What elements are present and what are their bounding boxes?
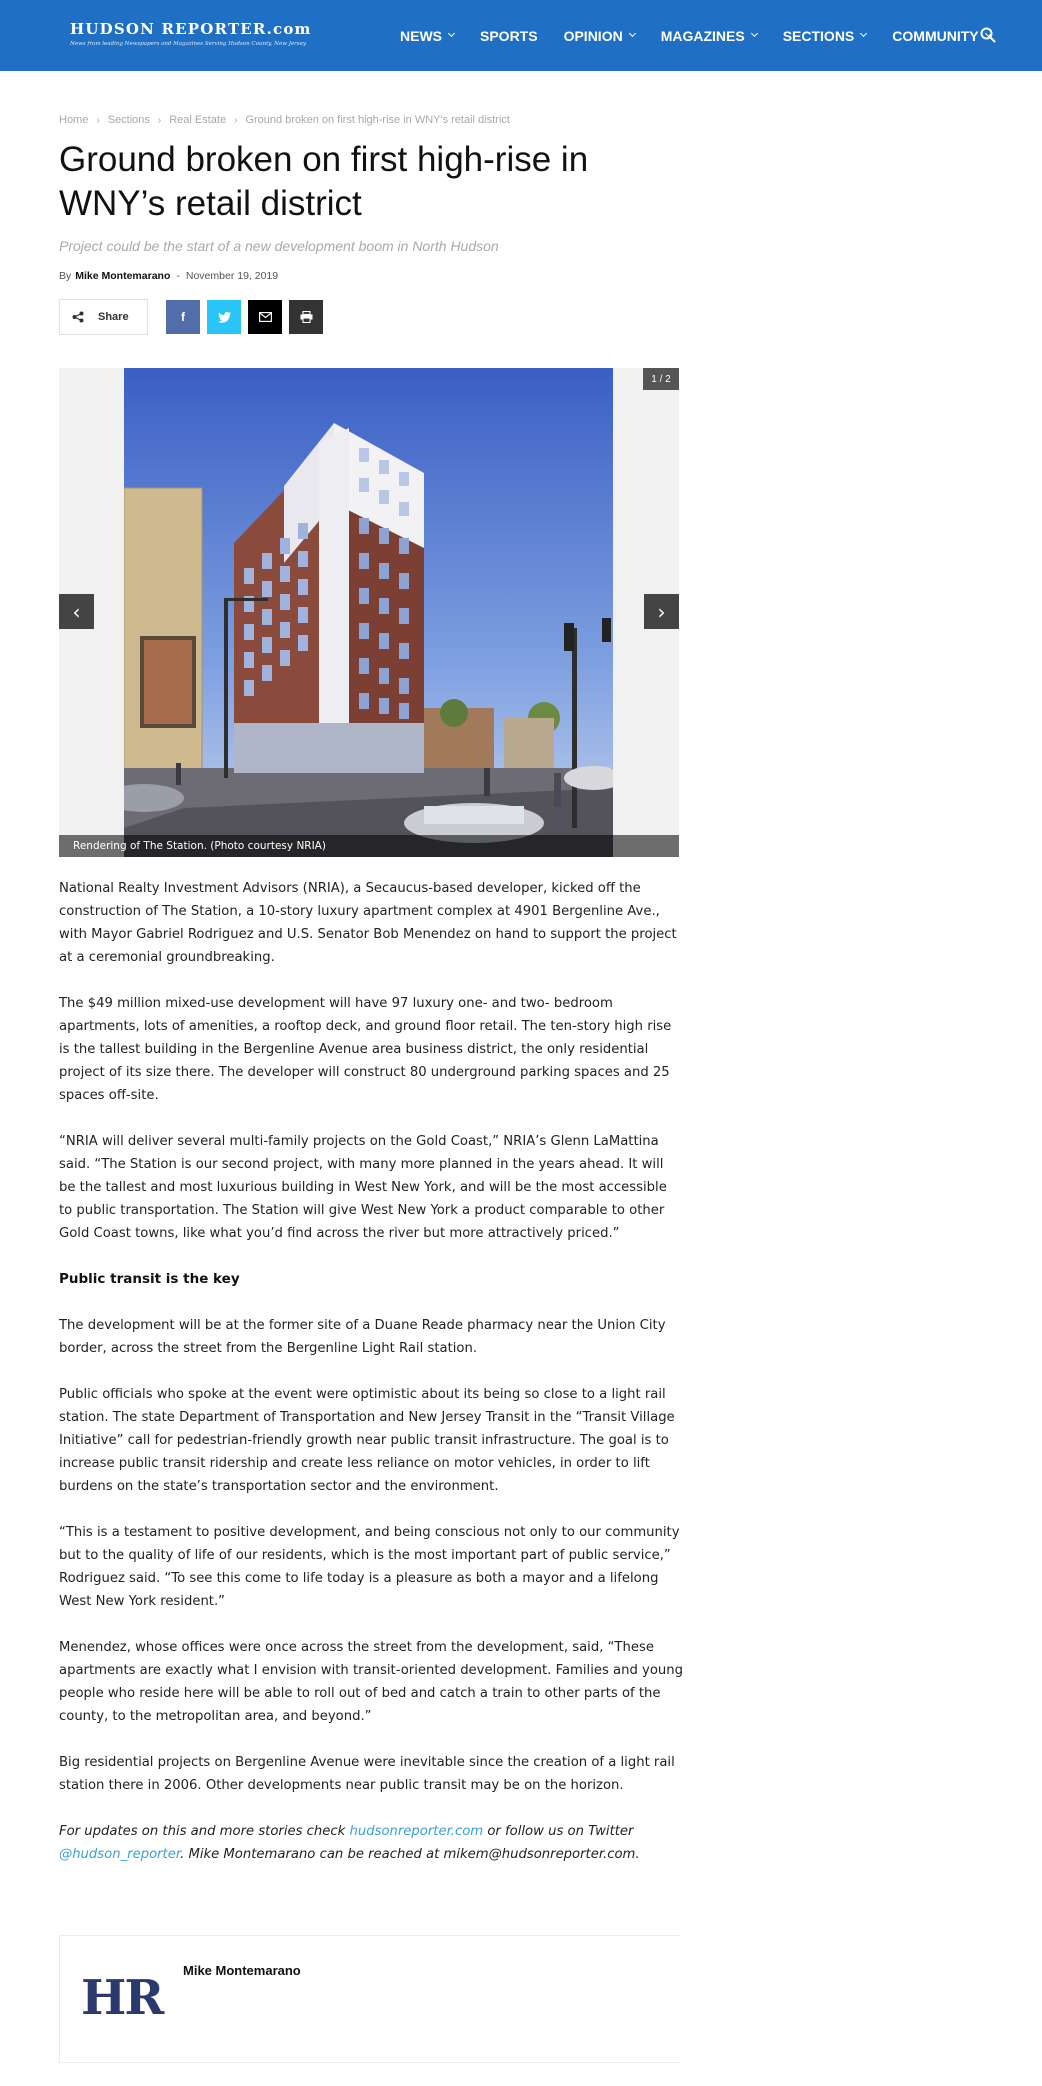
paragraph: Menendez, whose offices were once across the street from the development, said, “These apartments are exactly what I envision with transit-oriented development. Families and young people who reside here will be able to roll out of bed and catch a train to other parts of the county, to the metropolitan area, and beyond.” — [59, 1640, 683, 1724]
building-rendering-image — [124, 368, 613, 857]
paragraph: “NRIA will deliver several multi-family projects on the Gold Coast,” NRIA’s Glenn LaMattina said. “The Station is our second project, with many more planned in the years ahead. It will be the tallest and most luxurious building in West New York, and will be the most accessible to public transportation. The Station will give West New York a product comparable to other Gold Coast towns, like what you’d find across the river but more attractively priced.” — [59, 1134, 667, 1241]
chevron-right-icon: › — [657, 599, 666, 624]
twitter-handle-link[interactable]: @hudson_reporter — [59, 1847, 181, 1862]
facebook-icon: f — [181, 310, 185, 324]
byline-by: By — [59, 270, 72, 282]
logo-name: HUDSON REPORTER.com — [70, 20, 312, 38]
chevron-down-icon — [448, 30, 455, 37]
breadcrumb-current[interactable]: Ground broken on first high-rise in WNY's retail district — [245, 114, 510, 126]
nav-label: SPORTS — [480, 27, 538, 44]
breadcrumb-real-estate[interactable]: Real Estate — [169, 114, 227, 126]
updates-text: For updates on this and more stories check — [59, 1824, 350, 1839]
chevron-down-icon — [860, 30, 867, 37]
chevron-down-icon — [751, 30, 758, 37]
updates-text: or follow us on Twitter — [483, 1824, 634, 1839]
byline — [59, 270, 278, 282]
nav-item-news[interactable] — [400, 28, 454, 44]
breadcrumb-separator: › — [96, 114, 100, 126]
hudsonreporter-link[interactable]: hudsonreporter.com — [349, 1824, 484, 1839]
breadcrumb-separator: › — [234, 114, 238, 126]
nav-item-community[interactable] — [892, 28, 990, 44]
author-avatar[interactable]: HR — [81, 1970, 163, 2026]
chevron-down-icon — [629, 30, 636, 37]
nav-item-magazines[interactable] — [661, 28, 757, 44]
twitter-icon — [218, 312, 231, 323]
article-title: Ground broken on first high-rise in WNY’s retail district — [59, 140, 589, 223]
nav-label: MAGAZINES — [660, 27, 745, 44]
nav-label: COMMUNITY — [892, 27, 979, 44]
nav-item-sports[interactable] — [480, 28, 538, 44]
site-header — [0, 0, 1042, 71]
gallery-prev-button[interactable] — [59, 594, 94, 629]
print-button[interactable] — [289, 300, 323, 334]
nav-label: NEWS — [400, 27, 442, 44]
paragraph: Big residential projects on Bergenline Avenue were inevitable since the creation of a light rail station there in 2006. Other developments near public transit may be on the horizon. — [59, 1755, 675, 1793]
breadcrumb — [59, 114, 510, 126]
print-icon — [300, 311, 313, 323]
author-box — [59, 1935, 679, 2063]
share-button[interactable] — [59, 299, 148, 335]
logo-tagline: News from leading Newspapers and Magazines Serving Hudson County, New Jersey — [70, 41, 306, 47]
share-bar — [59, 299, 323, 335]
twitter-share-button[interactable] — [207, 300, 241, 334]
main-nav — [400, 0, 1017, 71]
nav-item-opinion[interactable] — [564, 28, 635, 44]
facebook-share-button[interactable] — [166, 300, 200, 334]
updates-note — [59, 1820, 684, 1866]
gallery-counter: 1 / 2 — [643, 368, 679, 390]
share-icon — [72, 311, 84, 323]
share-label: Share — [98, 311, 129, 323]
breadcrumb-separator: › — [157, 114, 162, 126]
nav-item-sections[interactable] — [783, 28, 867, 44]
section-heading: Public transit is the key — [59, 1271, 240, 1287]
paragraph: National Realty Investment Advisors (NRIA), a Secaucus-based developer, kicked off the construction of The Station, a 10-story luxury apartment complex at 4901 Bergenline Ave., with Mayor Gabriel Rodriguez and U.S. Senator Bob Menendez on hand to support the project at a ceremonial groundbreaking. — [59, 881, 677, 965]
nav-label: SECTIONS — [782, 27, 855, 44]
gallery-next-button[interactable] — [644, 594, 679, 629]
email-share-button[interactable] — [248, 300, 282, 334]
article-subtitle: Project could be the start of a new development boom in North Hudson — [59, 238, 499, 254]
email-icon — [259, 312, 272, 322]
search-icon[interactable] — [980, 27, 996, 43]
site-logo[interactable] — [70, 20, 312, 52]
gallery-caption: Rendering of The Station. (Photo courtesy NRIA) — [59, 835, 679, 857]
photo-gallery — [59, 368, 679, 857]
article-body — [59, 877, 684, 1889]
byline-separator: - — [176, 270, 180, 282]
chevron-left-icon: ‹ — [72, 599, 81, 624]
nav-label: OPINION — [563, 27, 623, 44]
paragraph: The development will be at the former site of a Duane Reade pharmacy near the Union City border, across the street from the Bergenline Light Rail station. — [59, 1318, 666, 1356]
paragraph: Public officials who spoke at the event were optimistic about its being so close to a light rail station. The state Department of Transportation and New Jersey Transit in the “Transit Village Initiative” call for pedestrian-friendly growth near public transit infrastructure. The goal is to increase public transit ridership and create less reliance on motor vehicles, in order to lift burdens on the state’s transportation sector and the environment. — [59, 1387, 675, 1494]
updates-text: . Mike Montemarano can be reached at mikem@hudsonreporter.com. — [180, 1847, 640, 1862]
paragraph: “This is a testament to positive development, and being conscious not only to our community but to the quality of life of our residents, which is the most important part of public service,” Rodriguez said. “To see this come to life today is a pleasure as both a mayor and a lifelong West New York resident.” — [59, 1525, 680, 1609]
byline-author[interactable]: Mike Montemarano — [75, 270, 171, 282]
paragraph: The $49 million mixed-use development will have 97 luxury one- and two- bedroom apartments, lots of amenities, a rooftop deck, and ground floor retail. The ten-story high rise is the tallest building in the Bergenline Avenue area business district, the only residential project of its size there. The developer will construct 80 underground parking spaces and 25 spaces off-site. — [59, 996, 672, 1103]
breadcrumb-home[interactable]: Home — [59, 114, 89, 126]
breadcrumb-sections[interactable]: Sections — [107, 114, 150, 126]
author-box-name[interactable]: Mike Montemarano — [183, 1963, 301, 1978]
gallery-photo — [124, 368, 613, 857]
byline-date: November 19, 2019 — [185, 270, 279, 282]
